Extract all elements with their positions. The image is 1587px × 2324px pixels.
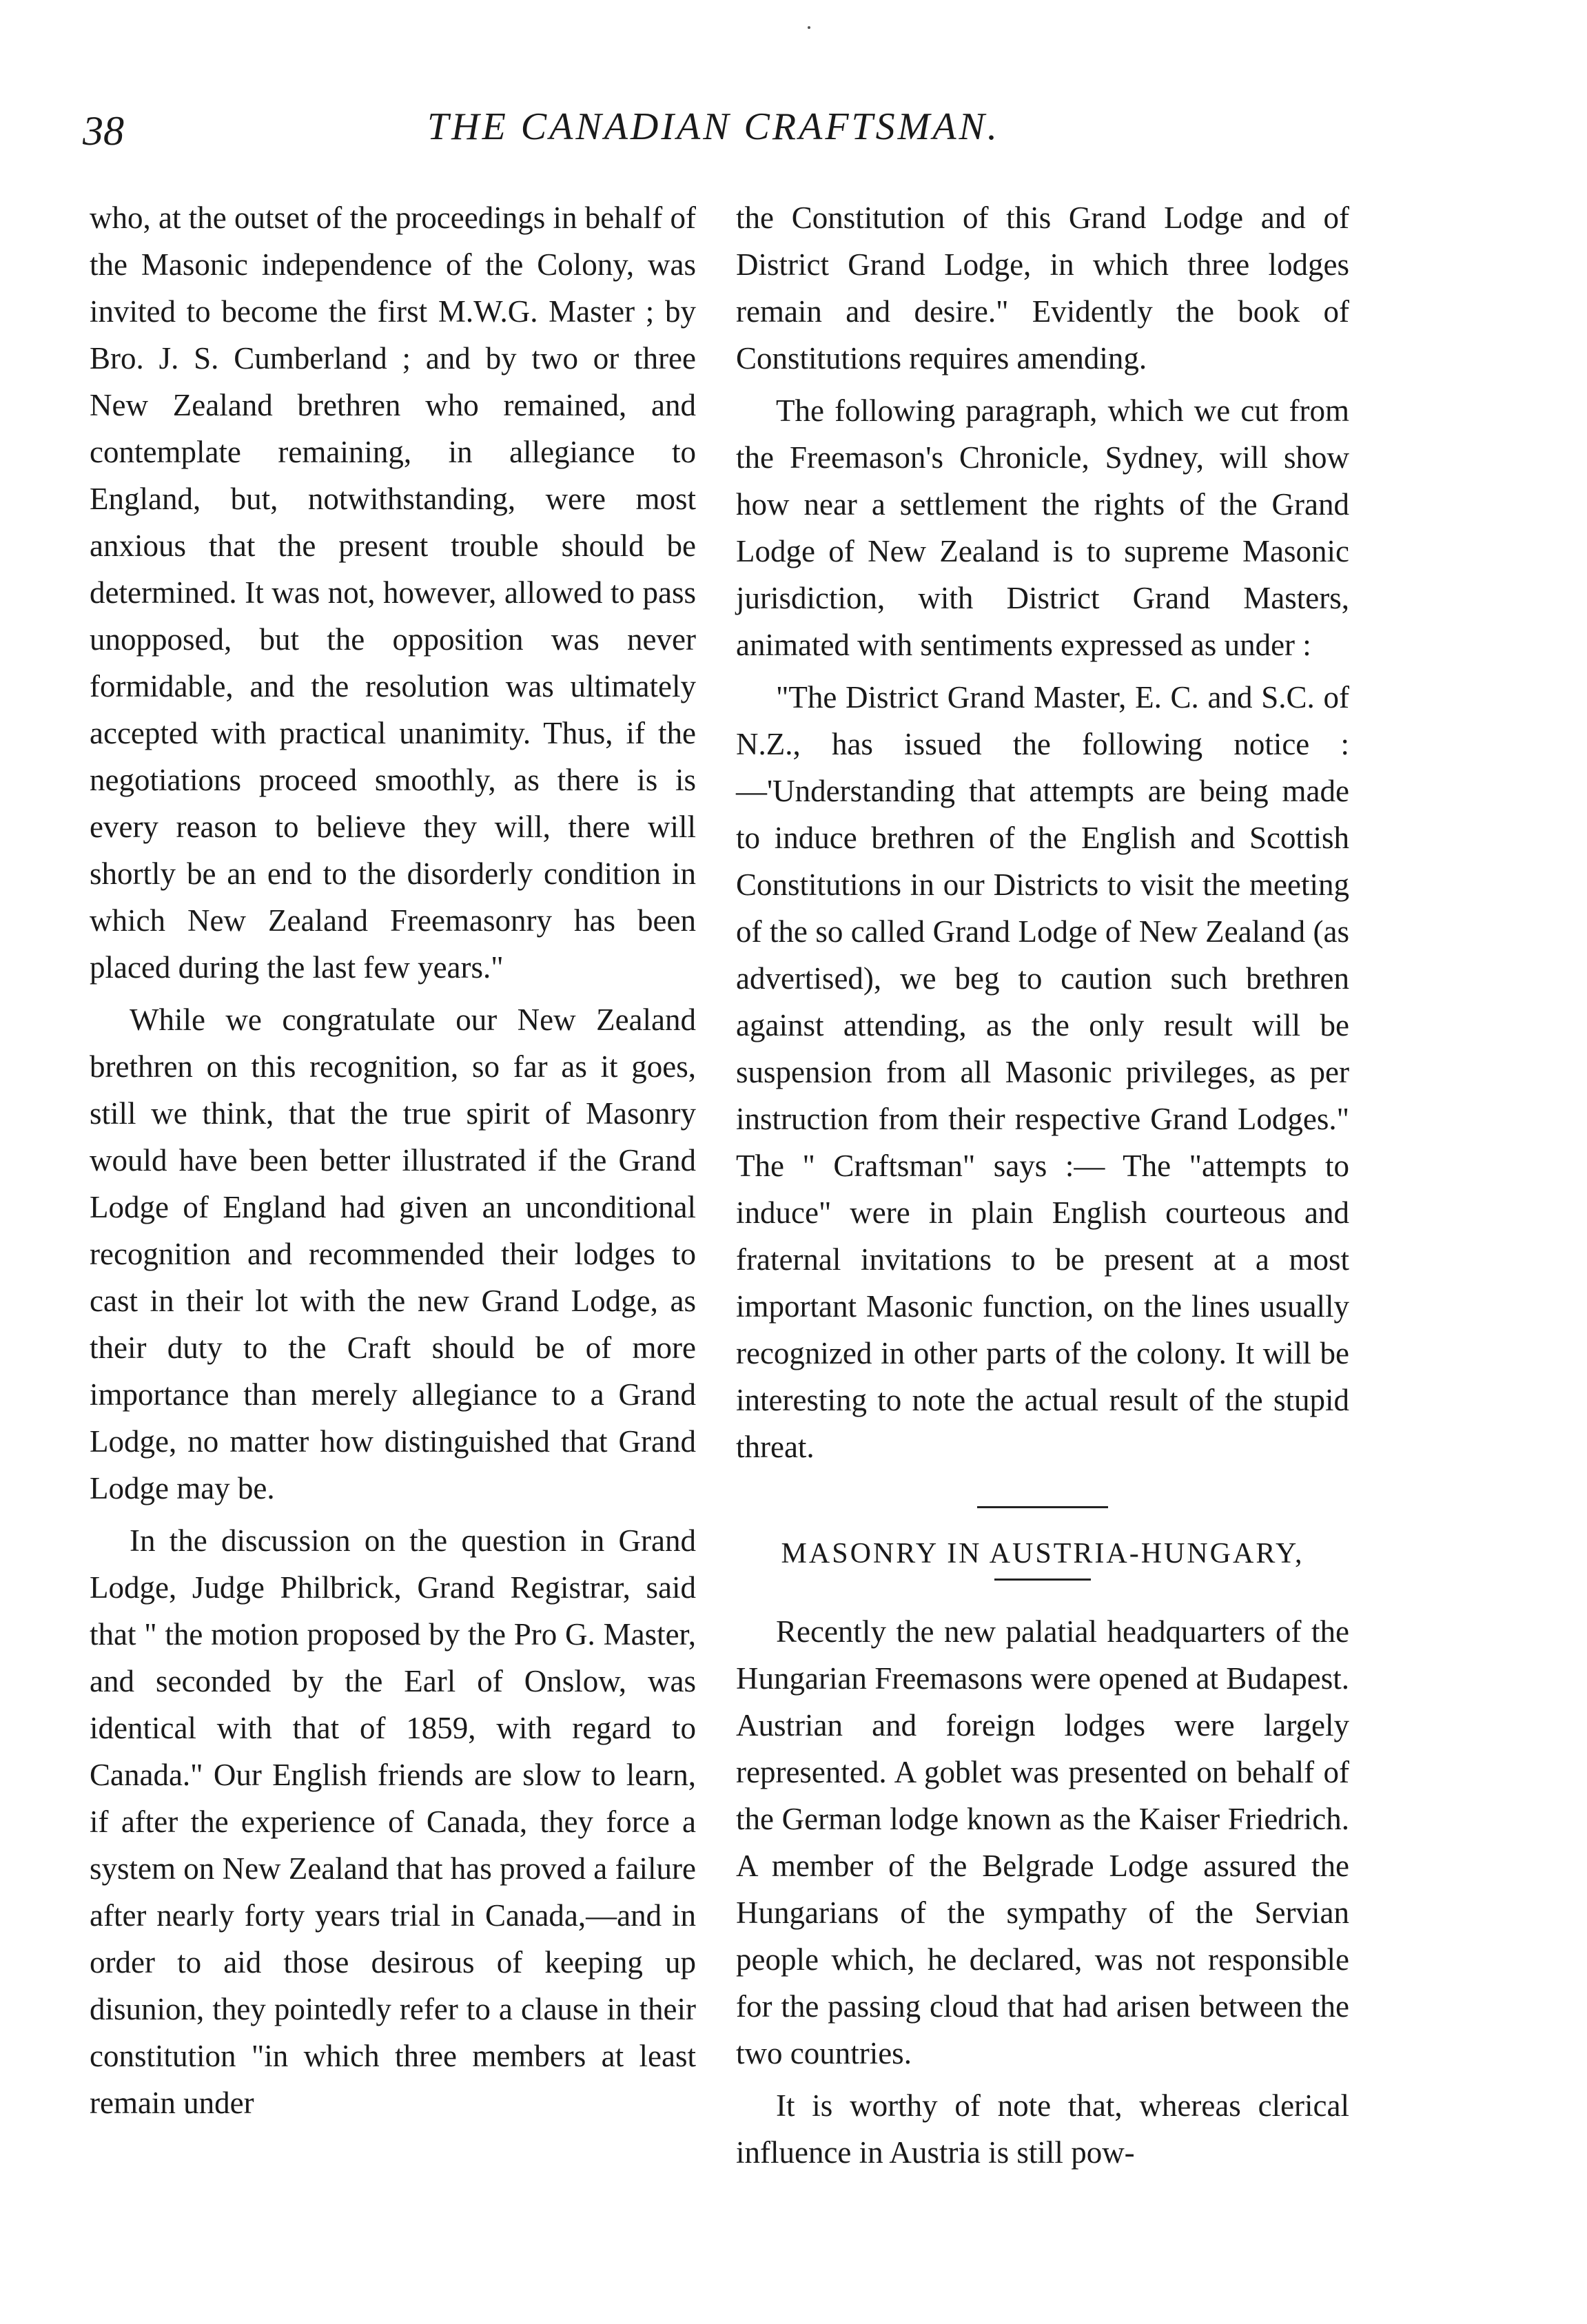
print-speck (808, 26, 810, 29)
paragraph: Recently the new palatial headquarters of the Hungarian Freemasons were opened at Budapest. Austrian and foreign lodges were largely represented. A goblet was presented on behalf of the German lodge known as the Kaiser Friedrich. A member of the Belgrade Lodge assured the Hungarians of the sympathy of the Servian people which, he declared, was not responsible for the passing cloud that had arisen between the two countries. (736, 1614, 1349, 2070)
paragraph: The following paragraph, which we cut from the Freemason's Chronicle, Sydney, will show how near a settlement the rights of the Grand Lodge of New Zealand is to supreme Masonic jurisdiction, with District Grand Masters, animated with sentiments expressed as under : (736, 393, 1349, 662)
paragraph: It is worthy of note that, whereas clerical influence in Austria is still pow- (736, 2088, 1349, 2170)
paragraph: the Constitution of this Grand Lodge and of District Grand Lodge, in which three lodges remain and desire." Evidently the book of Constitutions requires amending. (736, 200, 1349, 376)
page-number: 38 (83, 108, 124, 154)
left-column (90, 194, 696, 2126)
paragraph: "The District Grand Master, E. C. and S.C. of N.Z., has issued the following notice :—'Understanding that attempts are being made to induce brethren of the English and Scottish Constitutions in our Districts to visit the meeting of the so called Grand Lodge of New Zealand (as advertised), we beg to caution such brethren against attending, as the only result will be suspension from all Masonic privileges, as per instruction from their respective Grand Lodges." The " Craftsman" says :— The "attempts to induce" were in plain English courteous and fraternal invitations to be present at a most important Masonic function, on the lines usually recognized in other parts of the colony. It will be interesting to note the actual result of the stupid threat. (736, 680, 1349, 1464)
running-head (83, 103, 1378, 165)
section-divider (977, 1506, 1108, 1508)
heading-rule (994, 1579, 1091, 1581)
paragraph: In the discussion on the question in Grand Lodge, Judge Philbrick, Grand Registrar, said that " the motion proposed by the Pro G. Master, and seconded by the Earl of Onslow, was identical with that of 1859, with regard to Canada." Our English friends are slow to learn, if after the experience of Canada, they force a system on New Zealand that has proved a failure after nearly forty years trial in Canada,—and in order to aid those desirous of keeping up disunion, they pointedly refer to a clause in their constitution "in which three members at least remain under (90, 1523, 696, 2120)
section-heading: MASONRY IN AUSTRIA-HUNGARY, (781, 1538, 1304, 1570)
paragraph: who, at the outset of the proceedings in behalf of the Masonic independence of the Colony, was invited to become the first M.W.G. Master ; by Bro. J. S. Cumberland ; and by two or three New Zealand brethren who remained, and contemplate remaining, in allegiance to England, but, notwithstanding, were most anxious that the present trouble should be determined. It was not, however, allowed to pass unopposed, but the opposition was never formidable, and the resolution was ultimately accepted with practical unanimity. Thus, if the negotiations proceed smoothly, as there is is every reason to believe they will, there will shortly be an end to the disorderly condition in which New Zealand Freemasonry has been placed during the last few years." (90, 200, 696, 985)
right-column (736, 194, 1349, 2176)
journal-title: THE CANADIAN CRAFTSMAN. (427, 105, 1000, 148)
paragraph: While we congratulate our New Zealand brethren on this recognition, so far as it goes, still we think, that the true spirit of Masonry would have been better illustrated if the Grand Lodge of England had given an unconditional recognition and recommended their lodges to cast in their lot with the new Grand Lodge, as their duty to the Craft should be of more importance than merely allegiance to a Grand Lodge, no matter how distinguished that Grand Lodge may be. (90, 1002, 696, 1505)
